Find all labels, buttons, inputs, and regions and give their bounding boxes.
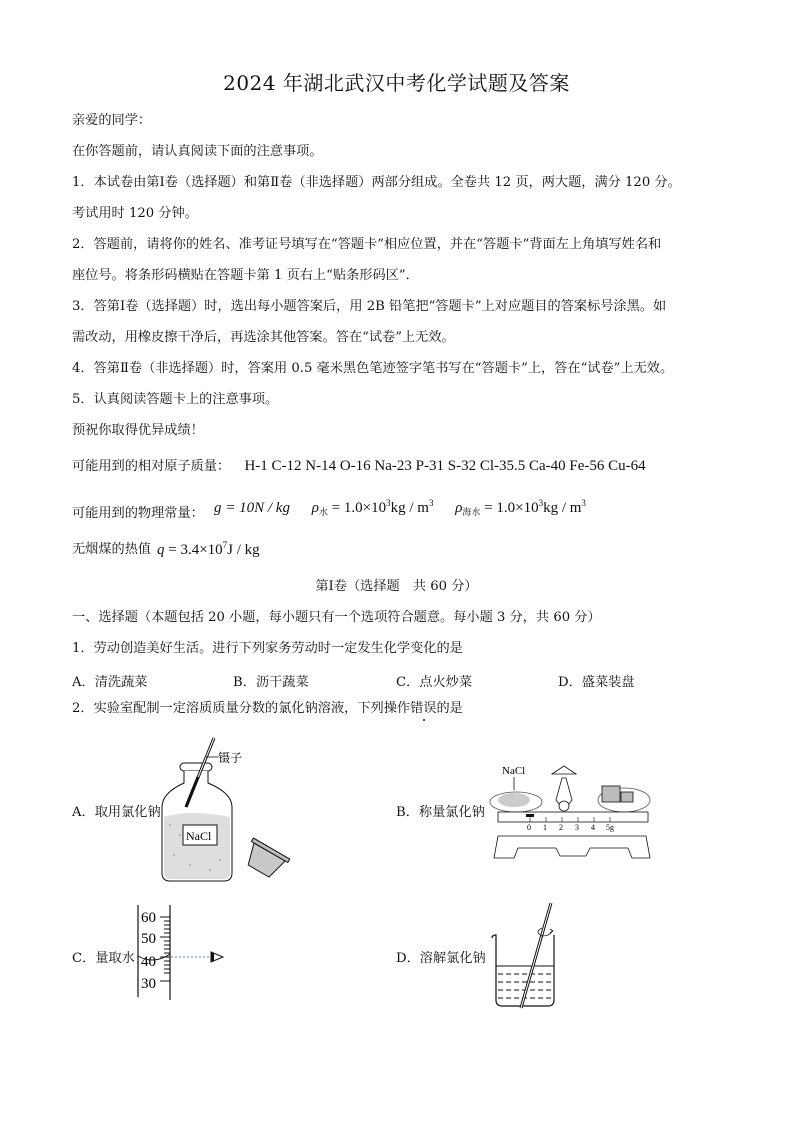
section-title: 第Ⅰ卷（选择题 共 60 分）	[315, 579, 478, 594]
rho-sea-subscript: 海水	[462, 507, 481, 517]
figure-beaker-stirring	[490, 900, 565, 1010]
notice-3: 3．答第Ⅰ卷（选择题）时，选出每小题答案后，用 2B 铅笔把“答题卡”上对应题目的答案标号涂黑。如	[72, 299, 667, 314]
rho-symbol: ρ	[455, 500, 463, 516]
figure-reagent-bottle	[150, 735, 300, 885]
question-2-emphasis: 错误	[410, 701, 437, 716]
physics-constants-formula	[214, 494, 586, 521]
question-1-option-d: D．盛菜装盘	[558, 675, 635, 690]
g-formula: g = 10N / kg	[214, 500, 290, 516]
heat-exponent: 7	[222, 540, 228, 550]
notice-2-cont: 座位号。将条形码横贴在答题卡第 1 页右上“贴条形码区”．	[72, 268, 419, 283]
question-2-stem-text: 2．实验室配制一定溶质质量分数的氯化钠溶液，下列操作	[72, 701, 411, 716]
greeting: 亲爱的同学：	[72, 113, 152, 128]
question-2-stem	[72, 700, 463, 718]
physics-label: 可能用到的物理常量：	[72, 506, 204, 521]
question-2-option-c: C．量取水	[72, 951, 135, 966]
question-1-option-a: A．清洗蔬菜	[72, 675, 148, 690]
rho-symbol: ρ	[311, 500, 319, 516]
scale-tick: 4	[591, 823, 595, 832]
heat-unit: J / kg	[227, 542, 260, 558]
physics-constants-row	[72, 505, 204, 523]
notice-4: 4．答第Ⅱ卷（非选择题）时，答案用 0.5 毫米黑色笔迹签字笔书写在“答题卡”上，答在“试卷”上无效。	[72, 361, 674, 376]
page-title: 2024 年湖北武汉中考化学试题及答案	[223, 71, 570, 95]
heat-value-row	[72, 541, 151, 559]
notice-2: 2．答题前，请将你的姓名、准考证号填写在“答题卡”相应位置，并在“答题卡”背面左上角填写姓名和	[72, 237, 662, 252]
rho-water-value: = 1.0×10	[327, 500, 387, 516]
notice-5: 5．认真阅读答题卡上的注意事项。	[72, 392, 279, 407]
rho-water-exponent: 3	[386, 498, 391, 508]
scale-tick: 3	[575, 823, 579, 832]
rho-sea-exponent: 3	[538, 498, 544, 508]
rho-water-subscript: 水	[318, 507, 328, 517]
heat-number: = 3.4×10	[164, 542, 223, 558]
atomic-mass-row	[72, 457, 646, 476]
wish: 预祝你取得优异成绩！	[72, 423, 204, 438]
figure-graduated-cylinder	[135, 905, 235, 1000]
rho-water-unit: kg / m	[390, 500, 429, 516]
question-2-stem-end: 的是	[436, 701, 463, 716]
scale-tick: 0	[527, 823, 531, 832]
cylinder-tick: 50	[141, 931, 156, 947]
atomic-mass-label: 可能用到的相对原子质量：	[72, 459, 231, 474]
question-1-option-c: C．点火炒菜	[396, 675, 473, 690]
pan-label: NaCl	[502, 765, 526, 777]
cylinder-tick: 30	[141, 976, 156, 992]
scale-tick: 5g	[606, 823, 614, 832]
heat-symbol: q	[157, 542, 165, 558]
rho-sea-unit: kg / m	[543, 500, 582, 516]
notice-3-cont: 需改动，用橡皮擦干净后，再选涂其他答案。答在“试卷”上无效。	[72, 330, 455, 345]
scale-tick: 1	[543, 823, 547, 832]
intro: 在你答题前，请认真阅读下面的注意事项。	[72, 144, 323, 159]
scale-tick: 2	[559, 823, 563, 832]
cylinder-tick: 60	[141, 910, 156, 926]
question-1-stem: 1．劳动创造美好生活。进行下列家务劳动时一定发生化学变化的是	[72, 641, 463, 656]
bottle-label: NaCl	[186, 829, 212, 843]
cylinder-tick: 40	[141, 954, 156, 970]
figure-balance	[490, 760, 650, 860]
part-title: 一、选择题（本题包括 20 小题，每小题只有一个选项符合题意。每小题 3 分，共 60 分）	[72, 610, 601, 625]
heat-label: 无烟煤的热值	[72, 542, 152, 557]
atomic-mass-values: H-1 C-12 N-14 O-16 Na-23 P-31 S-32 Cl-35.5 Ca-40 Fe-56 Cu-64	[244, 458, 646, 474]
rho-sea-value: = 1.0×10	[480, 500, 539, 516]
question-1-option-b: B．沥干蔬菜	[233, 675, 309, 690]
notice-1: 1．本试卷由第Ⅰ卷（选择题）和第Ⅱ卷（非选择题）两部分组成。全卷共 12 页，两大题，满分 120 分。	[72, 175, 681, 190]
heat-value-formula	[157, 536, 260, 559]
question-2-option-b: B．称量氯化钠	[396, 805, 485, 820]
tweezers-label: 镊子	[218, 751, 243, 765]
unit-exponent: 3	[581, 498, 586, 508]
unit-exponent: 3	[428, 498, 434, 508]
question-2-option-d: D．溶解氯化钠	[396, 951, 486, 966]
notice-1-cont: 考试用时 120 分钟。	[72, 206, 198, 221]
question-2-option-a: A．取用氯化钠	[72, 805, 161, 820]
